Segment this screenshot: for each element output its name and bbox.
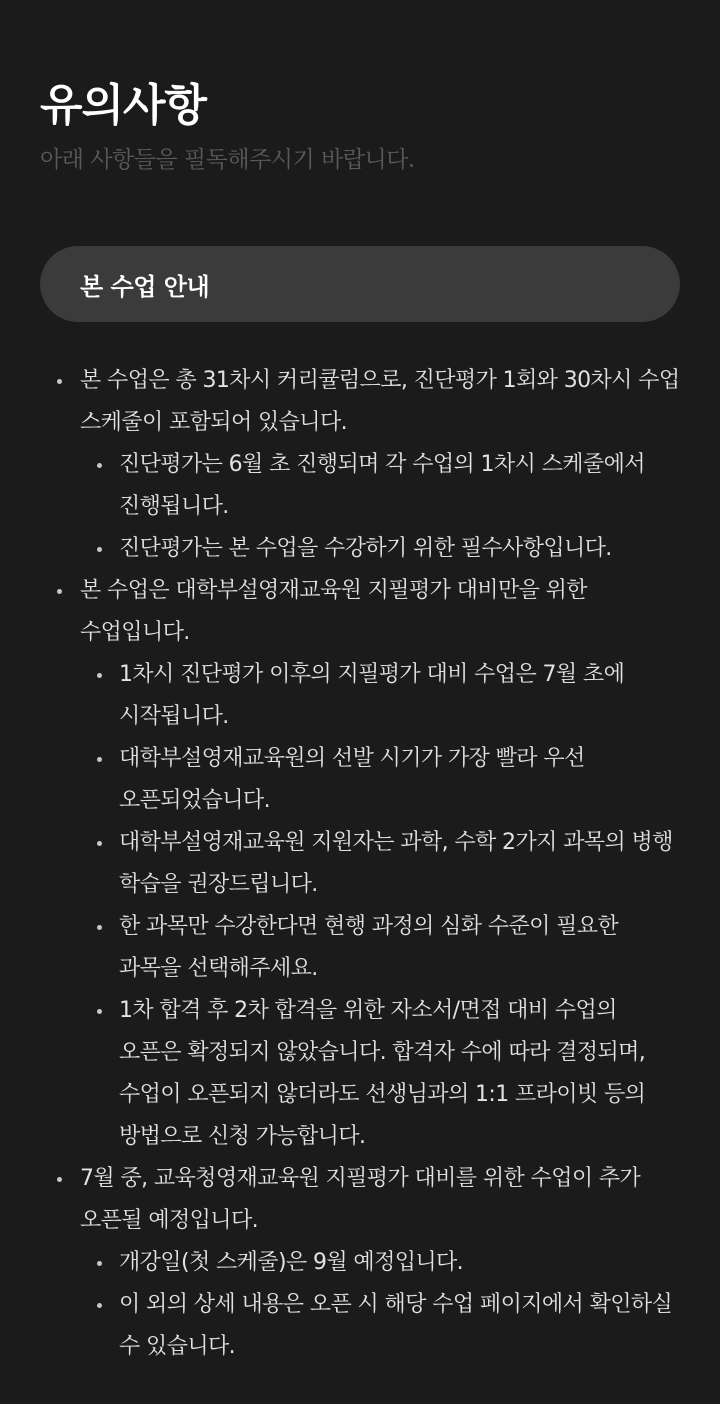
- notice-item-text: 7월 중, 교육청영재교육원 지필평가 대비를 위한 수업이 추가 오픈될 예정입니다.: [80, 1166, 641, 1233]
- notice-sublist: [80, 654, 680, 1158]
- notice-sublist: [80, 1242, 680, 1368]
- section-header-pill: [40, 246, 680, 322]
- notice-item: [40, 1158, 680, 1368]
- notice-subitem: 대학부설영재교육원의 선발 시기가 가장 빨라 우선 오픈되었습니다.: [80, 738, 680, 822]
- page-subtitle: 아래 사항들을 필독해주시기 바랍니다.: [40, 147, 415, 173]
- notice-list: [40, 360, 680, 1368]
- notice-subitem: 대학부설영재교육원 지원자는 과학, 수학 2가지 과목의 병행 학습을 권장드립니다.: [80, 822, 680, 906]
- notice-subitem: 1차시 진단평가 이후의 지필평가 대비 수업은 7월 초에 시작됩니다.: [80, 654, 680, 738]
- notice-item-text: 본 수업은 대학부설영재교육원 지필평가 대비만을 위한 수업입니다.: [80, 578, 587, 645]
- notice-subitem: 개강일(첫 스케줄)은 9월 예정입니다.: [80, 1242, 680, 1284]
- notice-subitem: 이 외의 상세 내용은 오픈 시 해당 수업 페이지에서 확인하실 수 있습니다.: [80, 1284, 680, 1368]
- notice-item: [40, 570, 680, 1158]
- notice-subitem: 진단평가는 6월 초 진행되며 각 수업의 1차시 스케줄에서 진행됩니다.: [80, 444, 680, 528]
- notice-sublist: [80, 444, 680, 570]
- notice-item-text: 본 수업은 총 31차시 커리큘럼으로, 진단평가 1회와 30차시 수업 스케줄이 포함되어 있습니다.: [80, 368, 680, 435]
- notice-subitem: 한 과목만 수강한다면 현행 과정의 심화 수준이 필요한 과목을 선택해주세요.: [80, 906, 680, 990]
- section-title: 본 수업 안내: [80, 272, 210, 301]
- page-title: 유의사항: [40, 80, 207, 131]
- notice-item: [40, 360, 680, 570]
- notice-subitem: 진단평가는 본 수업을 수강하기 위한 필수사항입니다.: [80, 528, 680, 570]
- notice-subitem: 1차 합격 후 2차 합격을 위한 자소서/면접 대비 수업의 오픈은 확정되지 않았습니다. 합격자 수에 따라 결정되며, 수업이 오픈되지 않더라도 선생님과의 1:1 프라이빗 등의 방법으로 신청 가능합니다.: [80, 990, 680, 1158]
